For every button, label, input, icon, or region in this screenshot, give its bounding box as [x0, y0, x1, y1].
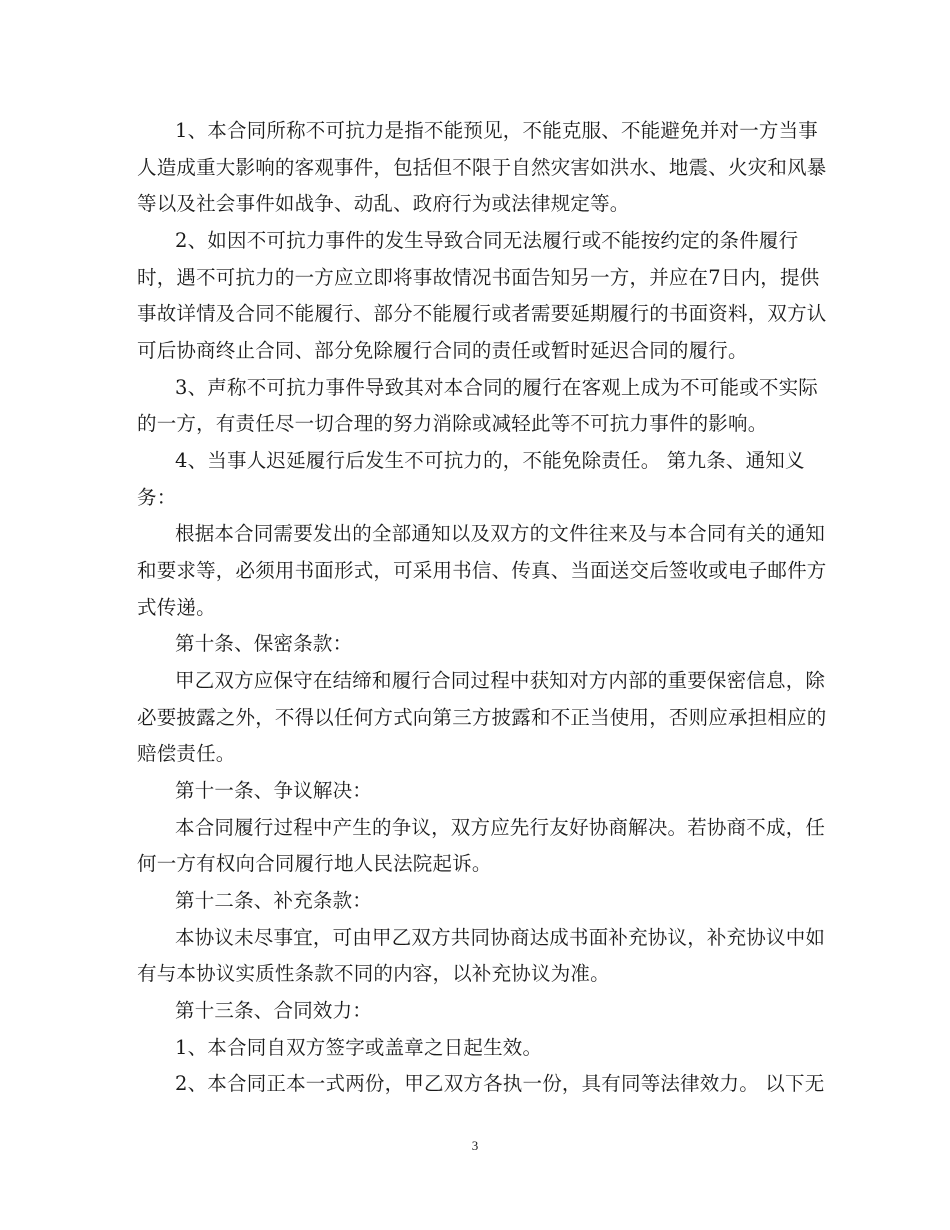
text-line: 赔偿责任。: [137, 742, 236, 765]
text-line: 1、本合同所称不可抗力是指不能预见，不能克服、不能避免并对一方当事: [175, 119, 819, 142]
text-line: 何一方有权向合同履行地人民法院起诉。: [137, 852, 492, 875]
text-line: 和要求等，必须用书面形式，可采用书信、传真、当面送交后签收或电子邮件方: [137, 559, 827, 582]
text-line: 时，遇不可抗力的一方应立即将事故情况书面告知另一方，并应在7日内，提供: [137, 266, 820, 289]
text-line: 根据本合同需要发出的全部通知以及双方的文件往来及与本合同有关的通知: [175, 522, 826, 545]
text-line: 务：: [137, 486, 177, 509]
text-line: 事故详情及合同不能履行、部分不能履行或者需要延期履行的书面资料，双方认: [137, 302, 827, 325]
text-line: 的一方，有责任尽一切合理的努力消除或减轻此等不可抗力事件的影响。: [137, 412, 768, 435]
page-number: 3: [471, 1138, 479, 1153]
text-line: 本合同履行过程中产生的争议，双方应先行友好协商解决。若协商不成，任: [175, 816, 826, 839]
text-line: 2、如因不可抗力事件的发生导致合同无法履行或不能按约定的条件履行: [175, 229, 799, 252]
text-line: 等以及社会事件如战争、动乱、政府行为或法律规定等。: [137, 192, 630, 215]
text-line: 3、声称不可抗力事件导致其对本合同的履行在客观上成为不可能或不实际: [175, 376, 819, 399]
text-line: 4、当事人迟延履行后发生不可抗力的，不能免除责任。 第九条、通知义: [175, 449, 805, 472]
section-heading: 第十三条、合同效力：: [175, 999, 373, 1022]
section-heading: 第十条、保密条款：: [175, 632, 353, 655]
text-line: 1、本合同自双方签字或盖章之日起生效。: [175, 1036, 543, 1059]
text-line: 必要披露之外，不得以任何方式向第三方披露和不正当使用，否则应承担相应的: [137, 706, 827, 729]
section-heading: 第十二条、补充条款：: [175, 889, 373, 912]
text-line: 甲乙双方应保守在结缔和履行合同过程中获知对方内部的重要保密信息，除: [175, 669, 826, 692]
text-line: 式传递。: [137, 596, 216, 619]
text-line: 可后协商终止合同、部分免除履行合同的责任或暂时延迟合同的履行。: [137, 339, 748, 362]
text-line: 人造成重大影响的客观事件，包括但不限于自然灾害如洪水、地震、火灾和风暴: [137, 156, 827, 179]
text-line: 本协议未尽事宜，可由甲乙双方共同协商达成书面补充协议，补充协议中如: [175, 926, 826, 949]
section-heading: 第十一条、争议解决：: [175, 779, 373, 802]
text-line: 有与本协议实质性条款不同的内容，以补充协议为准。: [137, 962, 610, 985]
text-line: 2、本合同正本一式两份，甲乙双方各执一份，具有同等法律效力。 以下无: [175, 1072, 825, 1095]
